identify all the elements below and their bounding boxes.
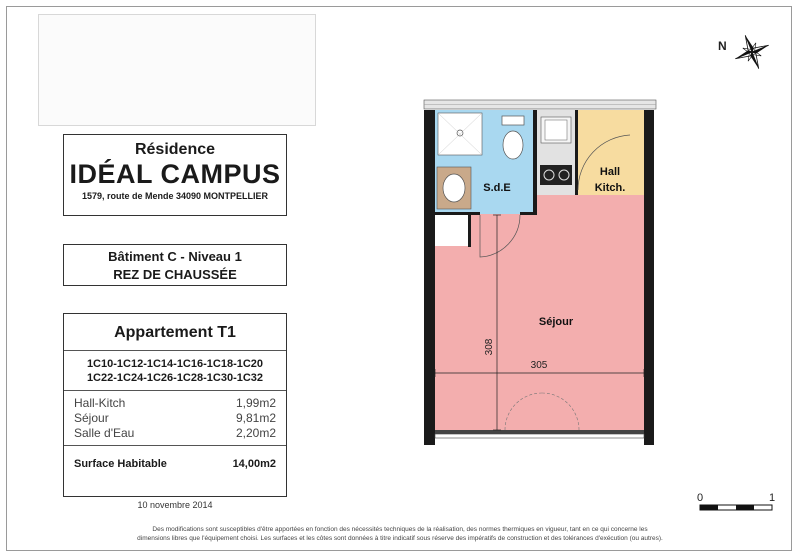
- label-sde: S.d.E: [483, 182, 511, 194]
- room-area: 2,20m2: [235, 426, 276, 440]
- total-area-label: Surface Habitable: [74, 458, 167, 470]
- room-area-row: [74, 411, 276, 426]
- compass-north-label: N: [718, 39, 727, 53]
- room-name: Hall-Kitch: [74, 396, 126, 410]
- room-name: Salle d'Eau: [74, 426, 135, 440]
- label-kitch: Kitch.: [594, 182, 626, 194]
- residence-label: Résidence: [134, 141, 216, 158]
- total-area-row: [64, 446, 286, 470]
- scale-end-label: 1: [768, 492, 776, 504]
- total-area-value: 14,00m2: [232, 458, 276, 470]
- residence-title-box: [63, 134, 287, 216]
- disclaimer-line1: Des modifications sont susceptibles d'être apportées en fonction des nécessités techniques de la réalisation, des normes thermiques en vigueur, tant en ce qui concerne les: [152, 526, 648, 533]
- label-hall: Hall: [599, 166, 621, 178]
- dim-width-label: 305: [530, 360, 548, 371]
- apartment-refs-line2: 1C22-1C24-1C26-1C28-1C30-1C32: [86, 372, 264, 384]
- residence-name: IDÉAL CAMPUS: [69, 159, 281, 189]
- scale-start-label: 0: [696, 492, 704, 504]
- building-level: Bâtiment C - Niveau 1: [108, 249, 242, 264]
- scale-bar: [692, 490, 782, 514]
- dim-height-label: 308: [484, 338, 495, 356]
- apartment-box: [63, 313, 287, 497]
- room-area: 9,81m2: [235, 411, 276, 425]
- disclaimer-line2: dimensions libres que l'équipement choisi. Les surfaces et les côtes sont données à titre indicatif sous réserve des impératifs de construction et des tolérances d'exécution (ou autres).: [137, 535, 663, 542]
- room-area-row: [74, 426, 276, 441]
- room-area-list: [64, 391, 286, 446]
- apartment-refs-line1: 1C10-1C12-1C14-1C16-1C18-1C20: [86, 358, 264, 370]
- compass-rose-icon: [712, 30, 772, 74]
- disclaimer: [90, 525, 710, 543]
- logo-area: [38, 14, 316, 126]
- building-floor: REZ DE CHAUSSÉE: [113, 267, 237, 282]
- room-name: Séjour: [74, 411, 109, 425]
- plan-date: 10 novembre 2014: [137, 500, 213, 510]
- building-box: [63, 244, 287, 286]
- apartment-title: Appartement T1: [64, 314, 286, 351]
- label-sejour: Séjour: [538, 316, 574, 328]
- room-area-row: [74, 396, 276, 411]
- apartment-refs: [64, 351, 286, 391]
- floor-plan: [420, 95, 660, 450]
- residence-address: 1579, route de Mende 34090 MONTPELLIER: [81, 191, 269, 201]
- room-area: 1,99m2: [235, 396, 276, 410]
